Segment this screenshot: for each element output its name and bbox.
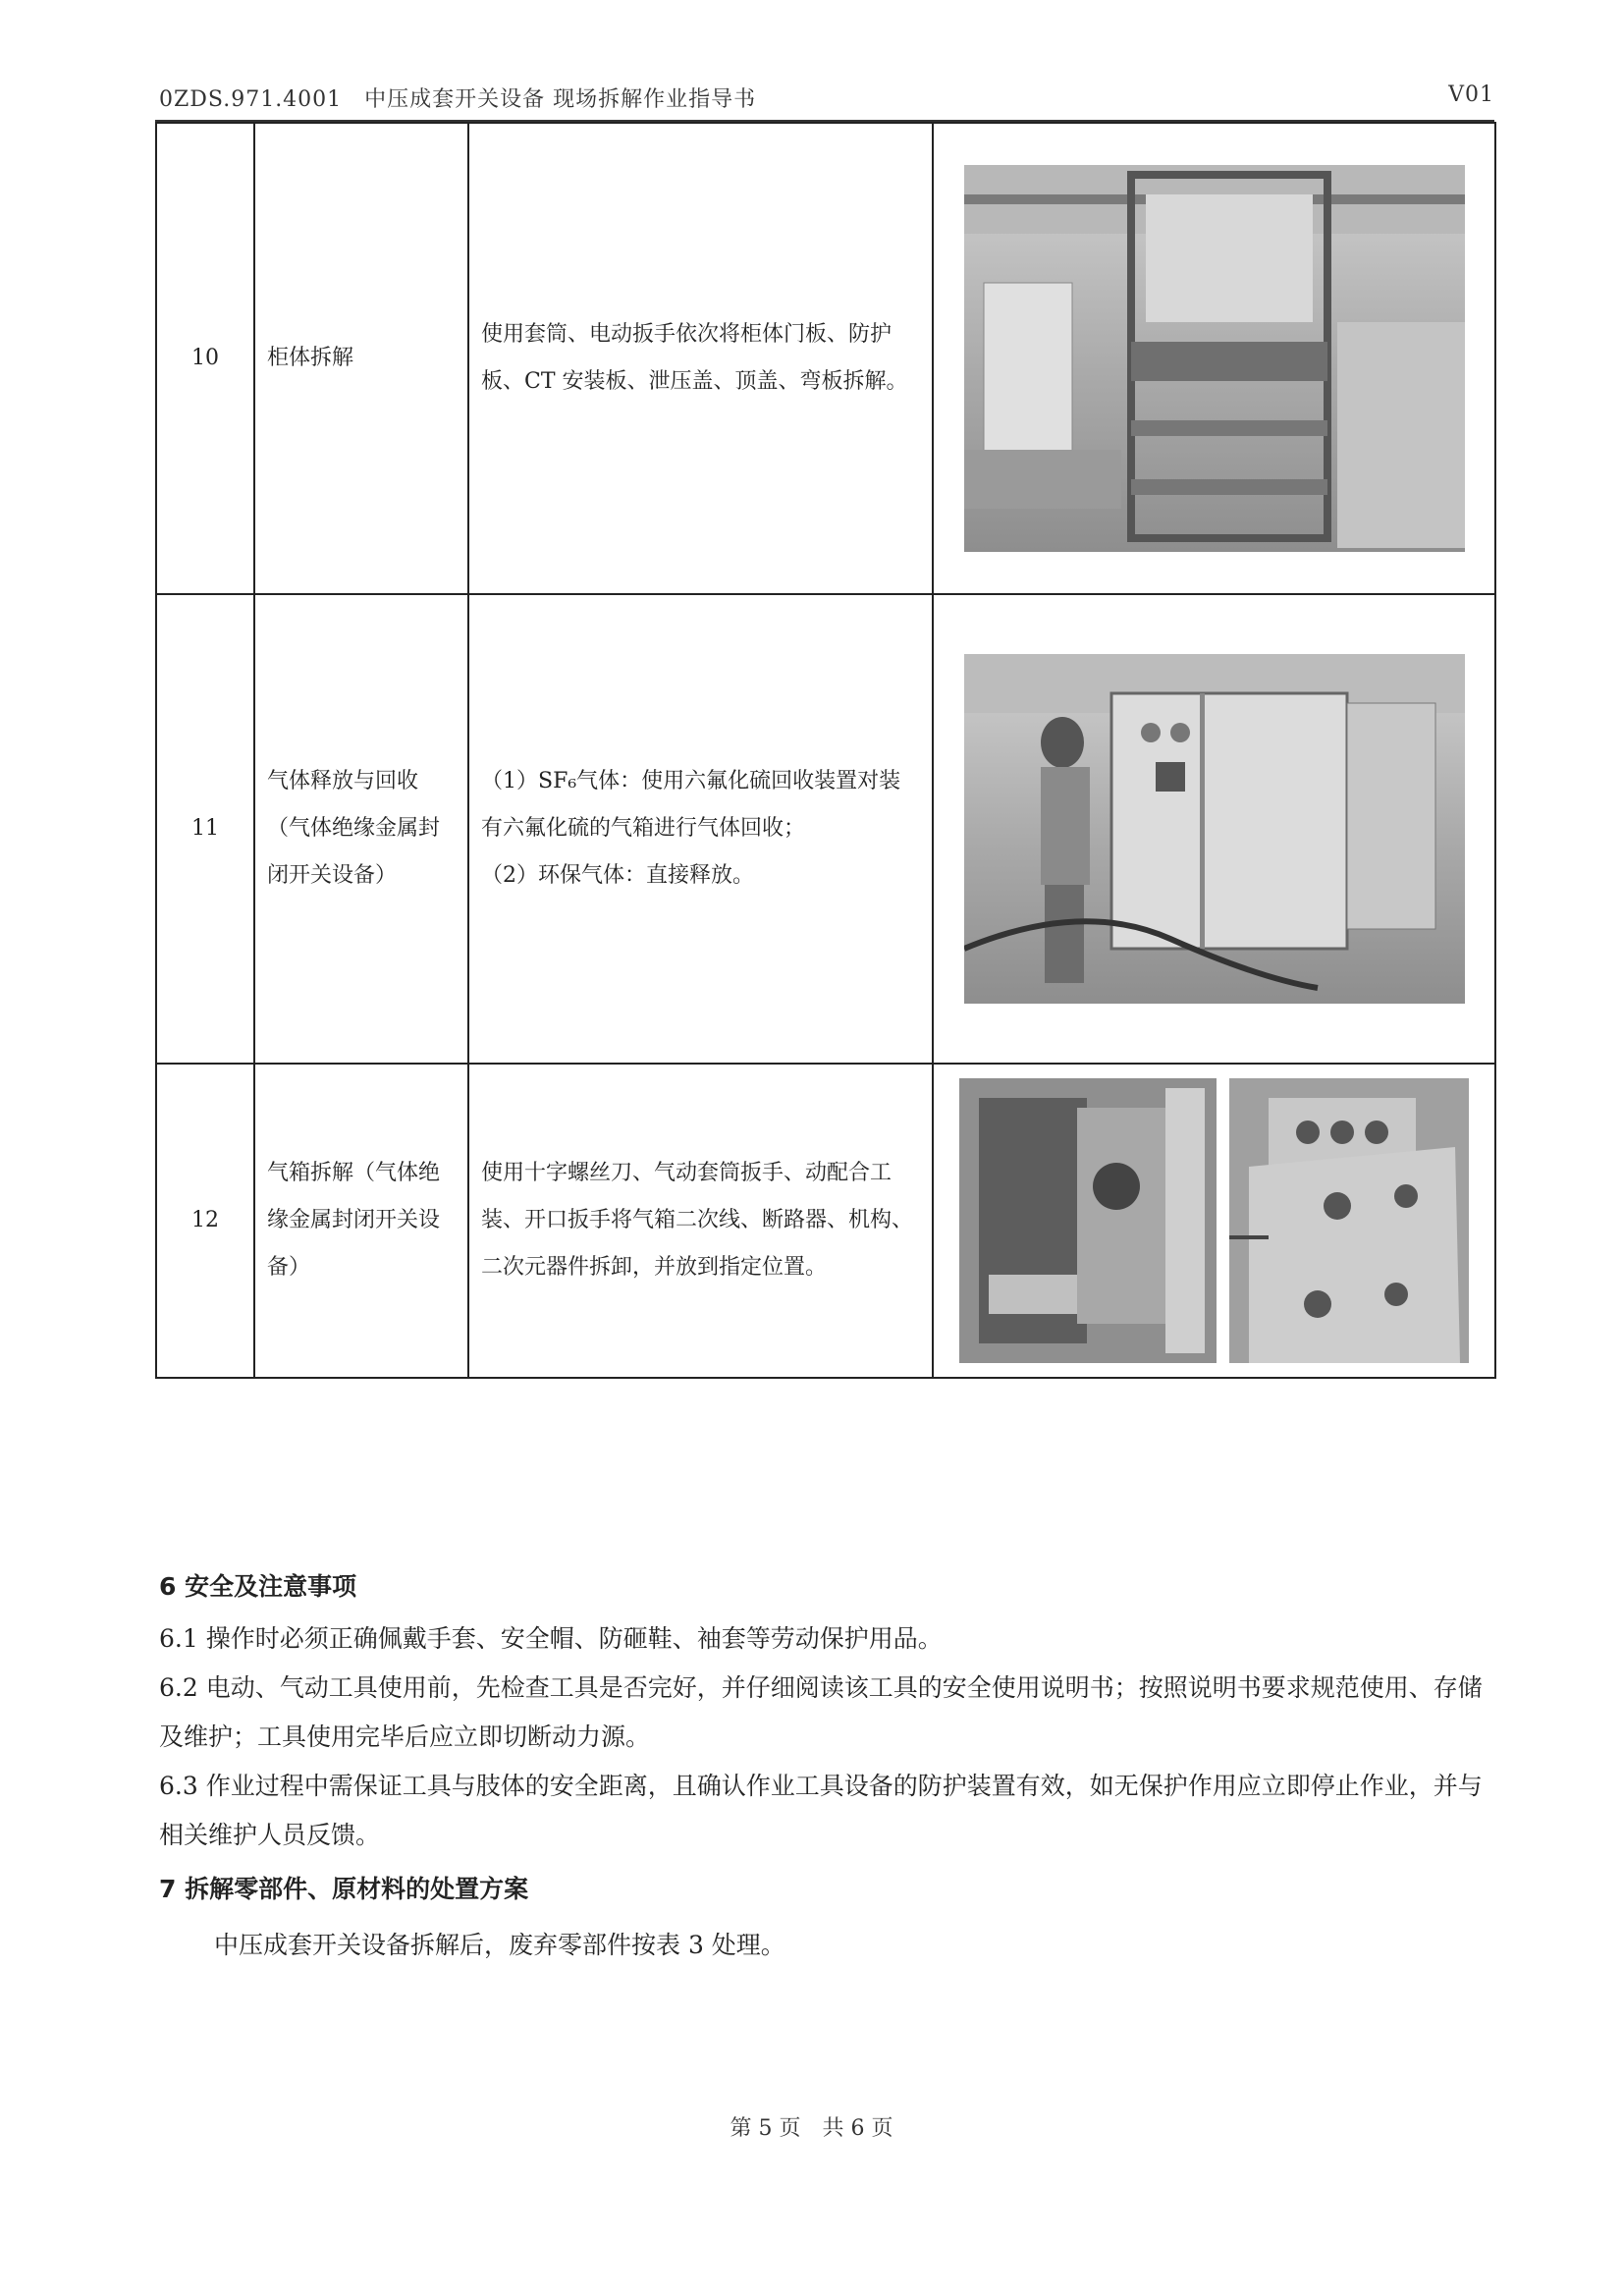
table-row bbox=[156, 123, 1495, 594]
safety-item-2: 6.2 电动、气动工具使用前，先检查工具是否完好，并仔细阅读该工具的安全使用说明书；按照说明书要求规范使用、存储及维护；工具使用完毕后应立即切断动力源。 bbox=[159, 1673, 1483, 1751]
version-label: V01 bbox=[1448, 82, 1494, 107]
table-row bbox=[156, 1064, 1495, 1378]
document-title: 0ZDS.971.4001 中压成套开关设备 现场拆解作业指导书 bbox=[159, 87, 757, 112]
step-description: 使用十字螺丝刀、气动套筒扳手、动配合工装、开口扳手将气箱二次线、断路器、机构、二次元器件拆卸，并放到指定位置。 bbox=[468, 1064, 933, 1378]
step-description-line: （1）SF₆气体：使用六氟化硫回收装置对装有六氟化硫的气箱进行气体回收； bbox=[481, 769, 901, 841]
step-name: 气箱拆解（气体绝缘金属封闭开关设备） bbox=[254, 1064, 468, 1378]
step-number: 12 bbox=[156, 1064, 254, 1378]
step-number: 10 bbox=[156, 123, 254, 594]
procedure-table bbox=[155, 122, 1496, 1379]
table-row bbox=[156, 594, 1495, 1064]
step-name: 柜体拆解 bbox=[254, 123, 468, 594]
step-description-line: （2）环保气体：直接释放。 bbox=[481, 863, 754, 888]
gas-tank-components-photo bbox=[959, 1078, 1217, 1363]
step-name: 气体释放与回收（气体绝缘金属封闭开关设备） bbox=[254, 594, 468, 1064]
step-number: 11 bbox=[156, 594, 254, 1064]
safety-item-3: 6.3 作业过程中需保证工具与肢体的安全距离，且确认作业工具设备的防护装置有效，如无保护作用应立即停止作业，并与相关维护人员反馈。 bbox=[159, 1772, 1483, 1849]
step-description: 使用套筒、电动扳手依次将柜体门板、防护板、CT 安装板、泄压盖、顶盖、弯板拆解。 bbox=[468, 123, 933, 594]
section-7-body: 中压成套开关设备拆解后，废弃零部件按表 3 处理。 bbox=[214, 1931, 785, 1959]
section-7-title: 7 拆解零部件、原材料的处置方案 bbox=[159, 1875, 529, 1903]
cabinet-disassembly-photo bbox=[964, 165, 1465, 552]
section-6-title: 6 安全及注意事项 bbox=[159, 1572, 357, 1601]
gas-recovery-photo bbox=[964, 654, 1465, 1004]
safety-item-1: 6.1 操作时必须正确佩戴手套、安全帽、防砸鞋、袖套等劳动保护用品。 bbox=[159, 1624, 943, 1653]
gas-tank-panel-photo bbox=[1229, 1078, 1469, 1363]
page-number: 第 5 页 共 6 页 bbox=[730, 2116, 893, 2141]
page-header bbox=[159, 82, 1494, 113]
